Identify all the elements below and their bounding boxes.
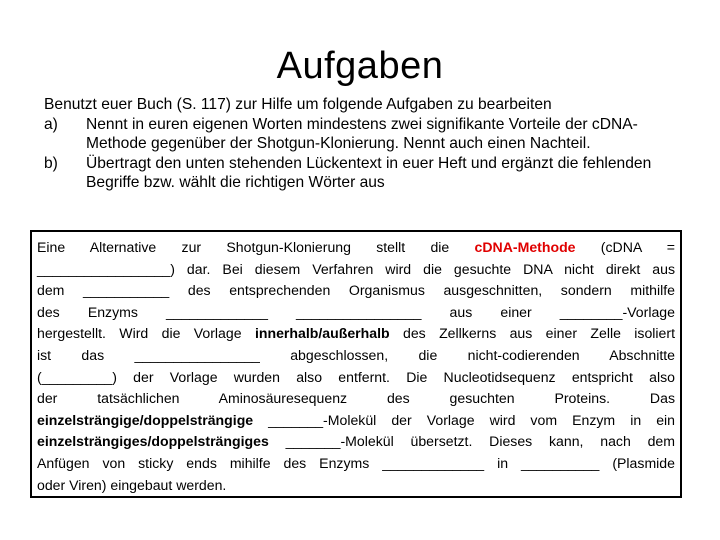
cloze-text-box: [30, 230, 682, 498]
cloze-line: Anfügen von sticky ends mihilfe des Enzyms _____________ in __________ (Plasmide: [37, 454, 675, 471]
task-label: b): [44, 154, 58, 172]
intro-text: Benutzt euer Buch (S. 117) zur Hilfe um folgende Aufgaben zu bearbeiten: [44, 96, 552, 113]
cloze-line: _________________) dar. Bei diesem Verfahren wird die gesuchte DNA nicht direkt aus: [37, 260, 675, 277]
cloze-line: [37, 431, 675, 453]
cloze-line: oder Viren) eingebaut werden.: [37, 476, 227, 493]
cloze-line: [37, 323, 675, 345]
task-text: Übertragt den unten stehenden Lückentext in euer Heft und ergänzt die fehlenden Begriffe bzw. wählt die richtigen Wörter aus: [86, 154, 652, 191]
cloze-text: _______-Molekül übersetzt. Dieses kann, nach dem: [268, 433, 675, 450]
task-a: [44, 115, 684, 154]
cloze-line: (_________) der Vorlage wurden also entfernt. Die Nucleotidsequenz entspricht also: [37, 368, 675, 385]
choice-term: einzelsträngige/doppelsträngige: [37, 411, 254, 428]
cloze-text: Eine Alternative zur Shotgun-Klonierung stellt die: [37, 239, 475, 255]
task-instructions: [44, 95, 684, 193]
task-b: [44, 154, 684, 193]
cloze-line: ist das ________________ abgeschlossen, die nicht-codierenden Abschnitte: [37, 346, 675, 363]
cloze-line: der tatsächlichen Aminosäuresequenz des gesuchten Proteins. Das: [37, 390, 675, 407]
cloze-line: [37, 237, 675, 259]
cloze-text: des Zellkerns aus einer Zelle isoliert: [389, 325, 675, 342]
cloze-text: hergestellt. Wird die Vorlage: [37, 325, 255, 342]
cloze-text: _______-Molekül der Vorlage wird vom Enzym in ein: [253, 411, 675, 428]
slide-title: Aufgaben: [276, 45, 444, 87]
task-text: Nennt in euren eigenen Worten mindestens zwei signifikante Vorteile der cDNA-Methode gegenüber der Shotgun-Klonierung. Nennt auch einen Nachteil.: [86, 115, 638, 152]
highlight-term: cDNA-Methode: [474, 239, 576, 255]
cloze-text: (cDNA =: [575, 239, 675, 255]
cloze-line: des Enzyms _____________ ________________ aus einer ________-Vorlage: [37, 303, 675, 320]
cloze-line: dem ___________ des entsprechenden Organismus ausgeschnitten, sondern mithilfe: [37, 282, 675, 299]
task-label: a): [44, 115, 58, 133]
choice-term: einzelsträngiges/doppelsträngiges: [37, 433, 269, 450]
cloze-line: [37, 410, 675, 432]
choice-term: innerhalb/außerhalb: [254, 325, 390, 342]
